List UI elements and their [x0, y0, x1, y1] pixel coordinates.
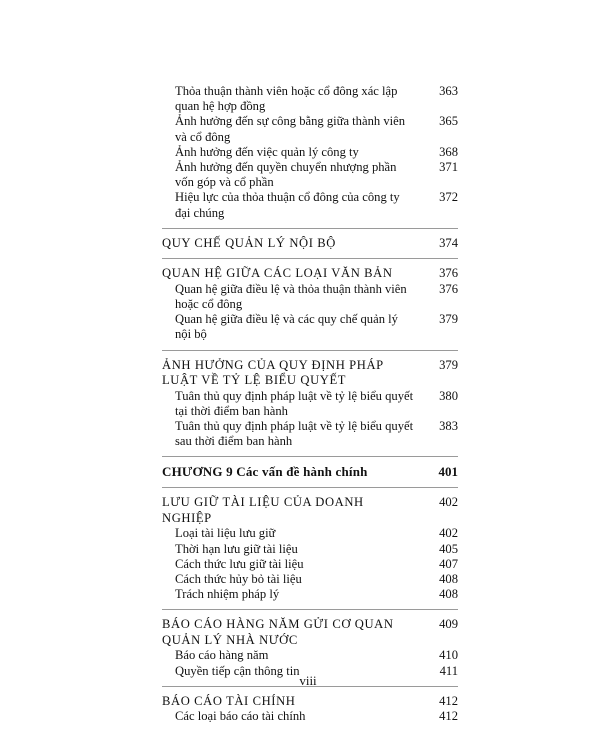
- entry-page: 365: [439, 114, 458, 129]
- entry-page: 407: [439, 556, 458, 571]
- entry-page: 402: [439, 526, 458, 541]
- entry-title: Cách thức lưu giữ tài liệu: [175, 556, 304, 571]
- entry-title: Ảnh hưởng đến sự công bằng giữa thành viên và cổ đông: [175, 114, 405, 144]
- entry-page: 411: [439, 663, 458, 678]
- entry-title: Báo cáo hàng năm: [175, 648, 269, 663]
- toc-group: [162, 495, 458, 602]
- entry-title: Quan hệ giữa điều lệ và thỏa thuận thành viên hoặc cổ đông: [175, 281, 407, 312]
- toc-subentry[interactable]: [162, 145, 458, 160]
- entry-page: 408: [439, 572, 458, 587]
- section-divider: [162, 487, 458, 488]
- entry-page: 379: [439, 357, 458, 372]
- toc-subentry[interactable]: [162, 648, 458, 663]
- entry-title: ẢNH HƯỞNG CỦA QUY ĐỊNH PHÁP LUẬT VỀ TỶ LỆ BIỂU QUYẾT: [162, 357, 384, 388]
- toc-section[interactable]: [162, 236, 458, 252]
- entry-title: CHƯƠNG 9 Các vấn đề hành chính: [162, 464, 368, 480]
- entry-title: Quan hệ giữa điều lệ và các quy chế quản lý nội bộ: [175, 312, 398, 342]
- toc-section[interactable]: [162, 266, 458, 282]
- entry-title: Các loại báo cáo tài chính: [175, 709, 306, 724]
- entry-title: BÁO CÁO TÀI CHÍNH: [162, 693, 296, 708]
- page-number: viii: [299, 673, 317, 688]
- toc-section[interactable]: [162, 694, 458, 710]
- toc-group: [162, 266, 458, 342]
- entry-page: 410: [439, 648, 458, 663]
- entry-page: 412: [439, 709, 458, 724]
- toc-subentry[interactable]: [162, 709, 458, 724]
- toc-group: [162, 84, 458, 221]
- entry-page: 409: [439, 617, 458, 632]
- entry-page: 374: [439, 235, 458, 250]
- section-divider: [162, 609, 458, 610]
- section-divider: [162, 258, 458, 259]
- toc-subentry[interactable]: [162, 282, 458, 312]
- toc-group: [162, 617, 458, 678]
- toc-subentry[interactable]: [162, 114, 458, 144]
- toc-subentry[interactable]: [162, 542, 458, 557]
- entry-page: 380: [439, 388, 458, 403]
- toc-subentry[interactable]: [162, 526, 458, 541]
- section-divider: [162, 456, 458, 457]
- entry-title: Trách nhiệm pháp lý: [175, 587, 280, 602]
- entry-page: 372: [439, 190, 458, 205]
- toc-group: [162, 358, 458, 450]
- entry-title: Ảnh hưởng đến việc quản lý công ty: [175, 144, 359, 159]
- entry-page: 402: [439, 495, 458, 510]
- section-divider: [162, 228, 458, 229]
- entry-title: Ảnh hưởng đến quyền chuyển nhượng phần vốn góp và cổ phần: [175, 160, 397, 190]
- entry-title: QUAN HỆ GIỮA CÁC LOẠI VĂN BẢN: [162, 266, 393, 281]
- entry-page: 383: [439, 419, 458, 434]
- toc-group: [162, 464, 458, 480]
- toc-subentry[interactable]: [162, 419, 458, 449]
- entry-page: 376: [439, 281, 458, 296]
- entry-title: Cách thức hủy bỏ tài liệu: [175, 572, 302, 587]
- entry-page: 408: [439, 587, 458, 602]
- entry-page: 371: [439, 160, 458, 175]
- toc-chapter[interactable]: [162, 464, 458, 480]
- entry-page: 363: [439, 84, 458, 98]
- entry-title: BÁO CÁO HÀNG NĂM GỬI CƠ QUAN QUẢN LÝ NHÀ NƯỚC: [162, 617, 394, 647]
- toc-subentry[interactable]: [162, 312, 458, 342]
- entry-page: 405: [439, 541, 458, 556]
- entry-title: Tuân thủ quy định pháp luật về tỷ lệ biểu quyết tại thời điểm ban hành: [175, 388, 414, 418]
- entry-page: 401: [438, 464, 458, 480]
- toc-section[interactable]: [162, 617, 458, 648]
- entry-page: 368: [439, 144, 458, 159]
- toc-subentry[interactable]: [162, 557, 458, 572]
- toc-subentry[interactable]: [162, 190, 458, 220]
- entry-title: Thỏa thuận thành viên hoặc cổ đông xác lập quan hệ hợp đồng: [175, 84, 398, 114]
- table-of-contents: [162, 84, 458, 725]
- entry-title: Loại tài liệu lưu giữ: [175, 526, 276, 541]
- section-divider: [162, 350, 458, 351]
- toc-subentry[interactable]: [162, 587, 458, 602]
- toc-subentry[interactable]: [162, 572, 458, 587]
- toc-group: [162, 236, 458, 252]
- entry-page: 376: [439, 266, 458, 281]
- entry-title: LƯU GIỮ TÀI LIỆU CỦA DOANH NGHIỆP: [162, 495, 364, 525]
- toc-section[interactable]: [162, 358, 458, 389]
- toc-group: [162, 694, 458, 725]
- toc-section[interactable]: [162, 495, 458, 526]
- toc-subentry[interactable]: [162, 389, 458, 419]
- entry-title: QUY CHẾ QUẢN LÝ NỘI BỘ: [162, 235, 336, 250]
- toc-subentry[interactable]: [162, 84, 458, 114]
- entry-title: Quyền tiếp cận thông tin: [175, 663, 300, 678]
- entry-page: 412: [439, 693, 458, 708]
- entry-page: 379: [439, 312, 458, 327]
- entry-title: Tuân thủ quy định pháp luật về tỷ lệ biểu quyết sau thời điểm ban hành: [175, 419, 414, 449]
- entry-title: Hiệu lực của thỏa thuận cổ đông của công ty đại chúng: [175, 190, 400, 220]
- entry-title: Thời hạn lưu giữ tài liệu: [175, 541, 298, 556]
- toc-subentry[interactable]: [162, 160, 458, 190]
